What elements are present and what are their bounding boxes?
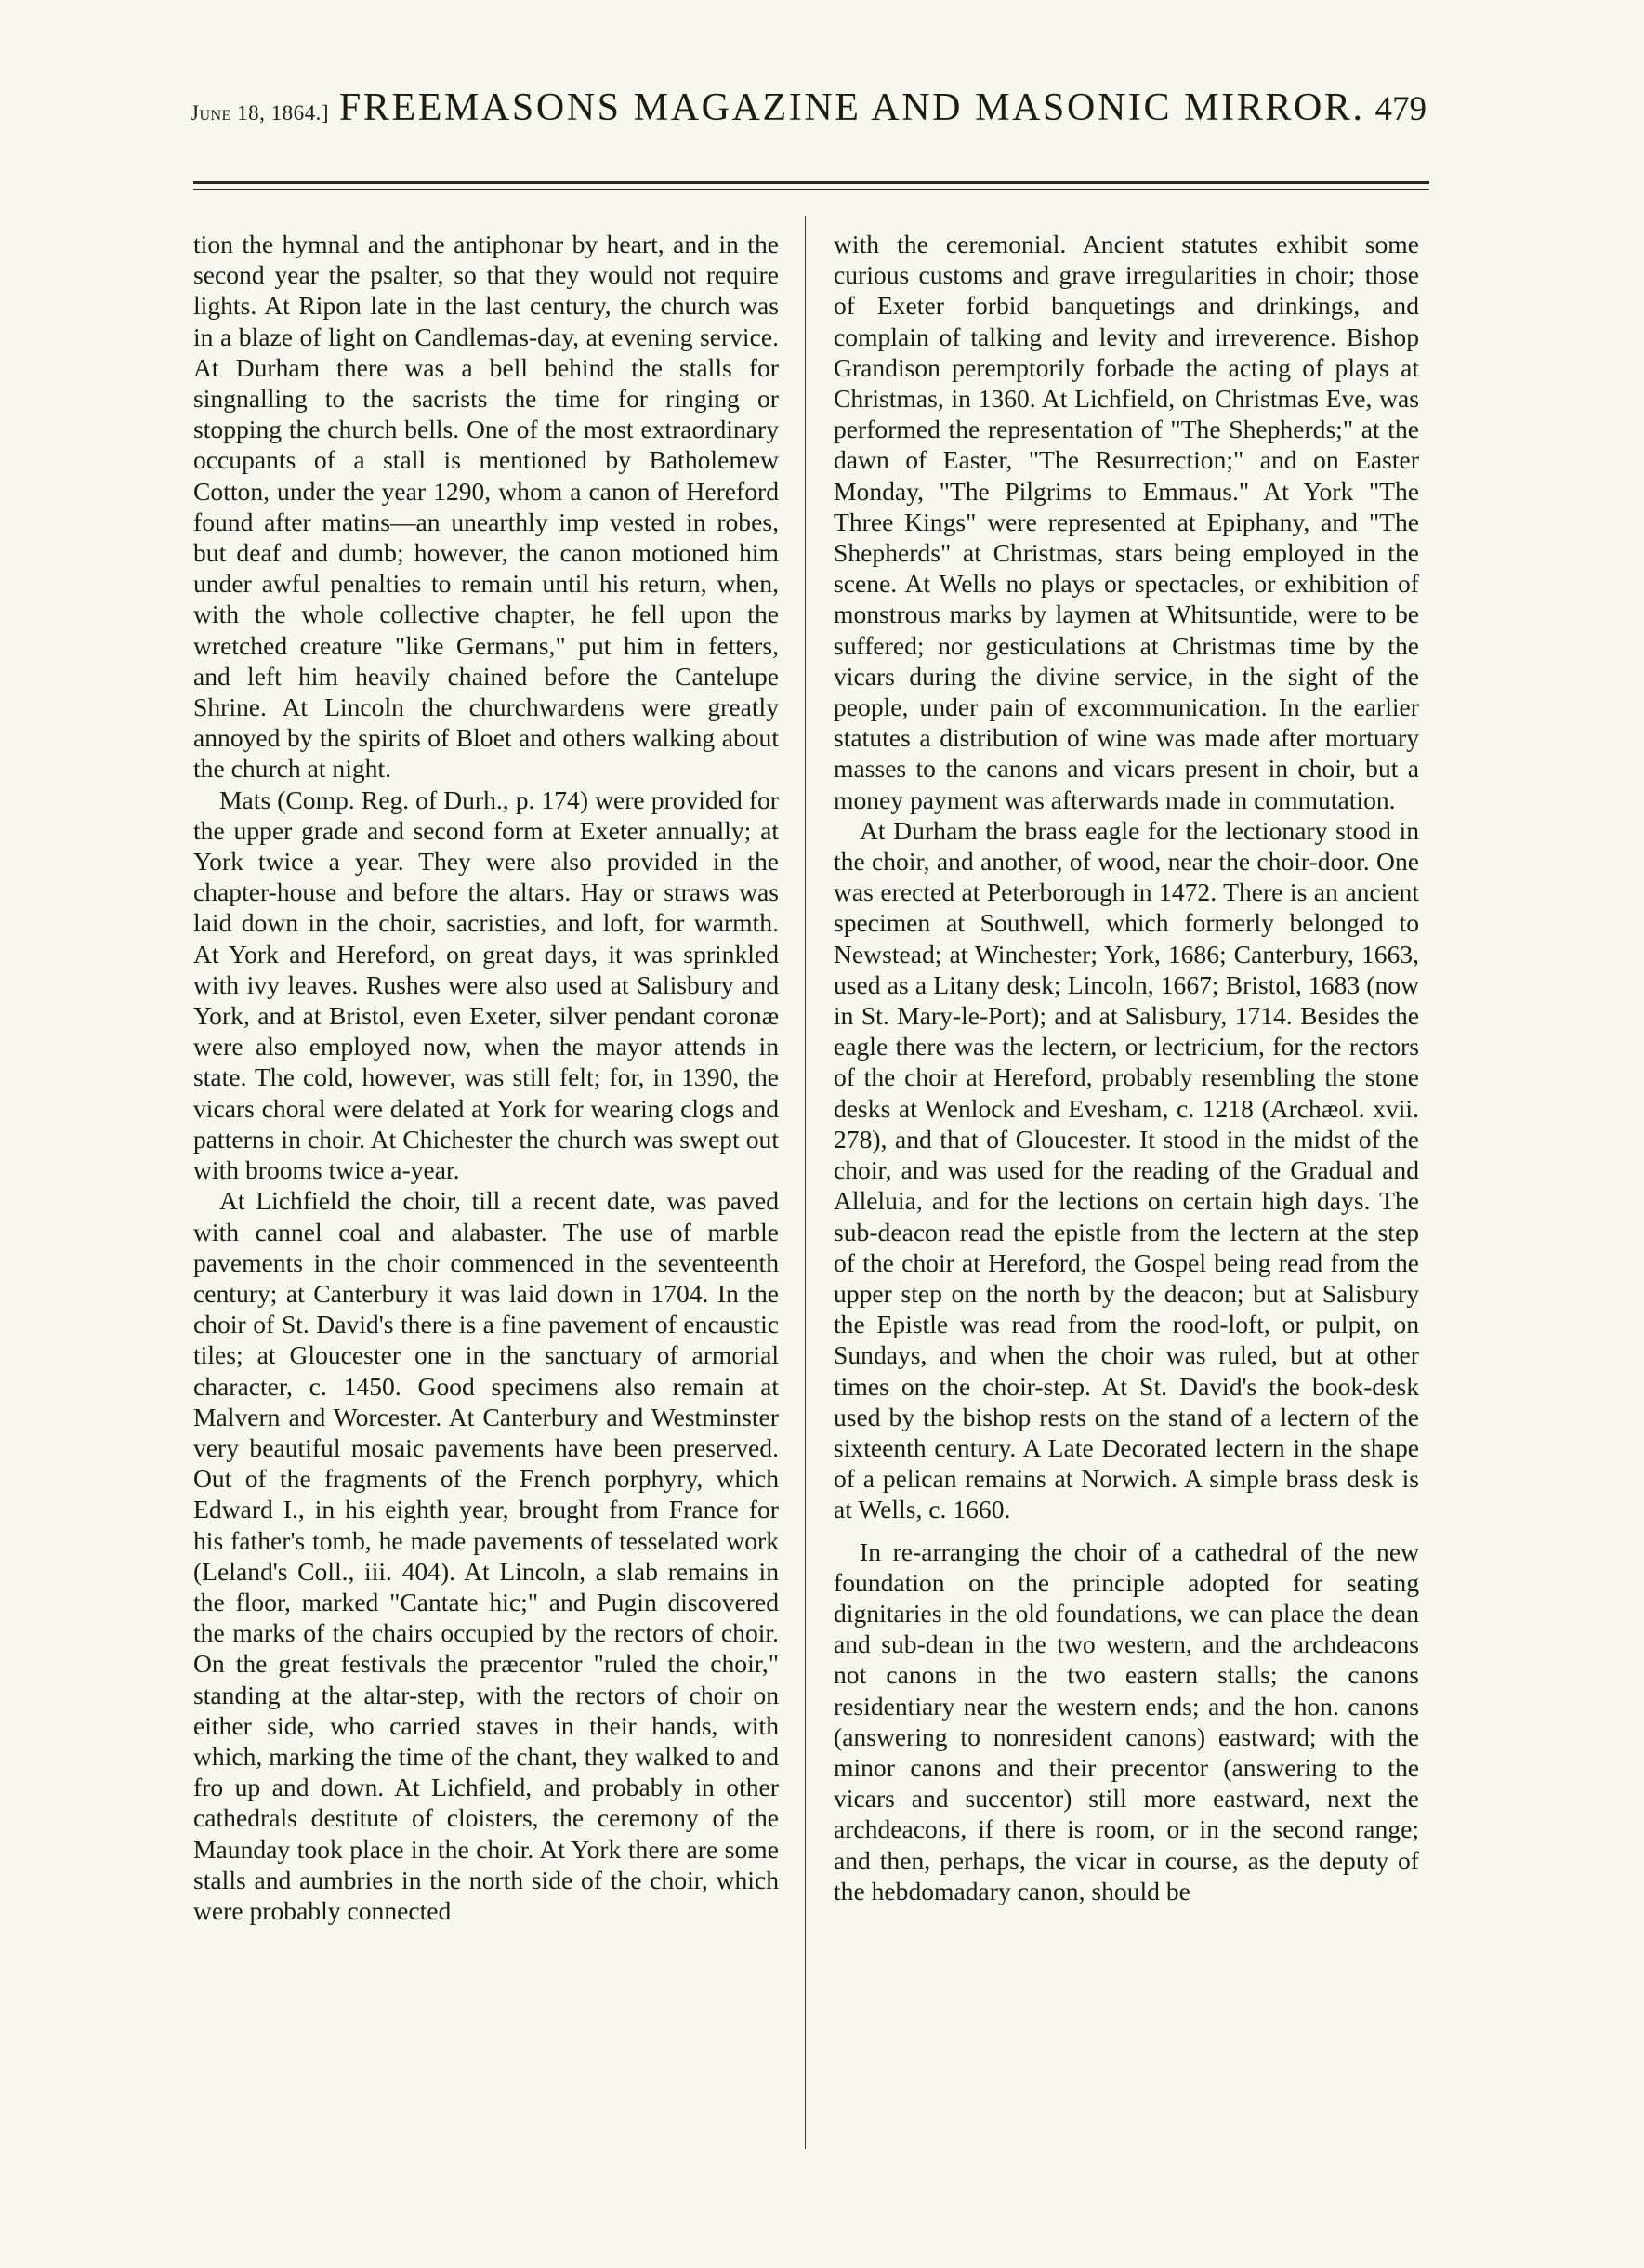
right-column bbox=[834, 229, 1419, 1906]
paragraph: At Durham the brass eagle for the lectionary stood in the choir, and another, of wood, near the choir-door. One was erected at Peterborough in 1472. There is an ancient specimen at Southwell, which formerly belonged to Newstead; at Winchester; York, 1686; Canterbury, 1663, used as a Litany desk; Lincoln, 1667; Bristol, 1683 (now in St. Mary-le-Port); and at Salisbury, 1714. Besides the eagle there was the lectern, or lectricium, for the rectors of the choir at Hereford, probably resembling the stone desks at Wenlock and Evesham, c. 1218 (Archæol. xvii. 278), and that of Gloucester. It stood in the midst of the choir, and was used for the reading of the Gradual and Alleluia, and for the lections on certain high days. The sub-deacon read the epistle from the lectern at the step of the choir at Hereford, the Gospel being read from the upper step on the north by the deacon; but at Salisbury the Epistle was read from the rood-loft, or pulpit, on Sundays, and when the choir was ruled, but at other times on the choir-step. At St. David's the book-desk used by the bishop rests on the stand of a lectern of the sixteenth century. A Late Decorated lectern in the shape of a pelican remains at Norwich. A simple brass desk is at Wells, c. 1660. bbox=[834, 815, 1419, 1524]
publication-title: FREEMASONS MAGAZINE AND MASONIC MIRROR. bbox=[338, 86, 1365, 129]
left-column bbox=[193, 229, 779, 1926]
page-number: 479 bbox=[1374, 90, 1427, 128]
issue-date: June 18, 1864.] bbox=[191, 101, 329, 125]
paragraph: In re-arranging the choir of a cathedral of the new foundation on the principle adopted for seating dignitaries in the old foundations, we can place the dean and sub-dean in the two western, and the archdeacons not canons in the two eastern stalls; the canons residentiary near the western ends; and the hon. canons (answering to nonresident canons) eastward; with the minor canons and their precentor (answering to the vicars and succentor) still more eastward, next the archdeacons, if there is room, or in the second range; and then, perhaps, the vicar in course, as the deputy of the hebdomadary canon, should be bbox=[834, 1536, 1419, 1905]
column-divider bbox=[805, 216, 806, 2149]
header-rule-thin bbox=[193, 189, 1429, 190]
paragraph: with the ceremonial. Ancient statutes exhibit some curious customs and grave irregularities in choir; those of Exeter forbid banquetings and drinkings, and complain of talking and levity and irreverence. Bishop Grandison peremptorily forbade the acting of plays at Christmas, in 1360. At Lichfield, on Christmas Eve, was performed the representation of "The Shepherds;" at the dawn of Easter, "The Resurrection;" and on Easter Monday, "The Pilgrims to Emmaus." At York "The Three Kings" were represented at Epiphany, and "The Shepherds" at Christmas, stars being employed in the scene. At Wells no plays or spectacles, or exhibition of monstrous marks by laymen at Whitsuntide, were to be suffered; nor gesticulations at Christmas time by the vicars during the divine service, in the sight of the people, under pain of excommunication. In the earlier statutes a distribution of wine was made after mortuary masses to the canons and vicars present in choir, but a money payment was afterwards made in commutation. bbox=[834, 230, 1419, 814]
paragraph: tion the hymnal and the antiphonar by heart, and in the second year the psalter, so that they would not require lights. At Ripon late in the last century, the church was in a blaze of light on Candlemas-day, at evening service. At Durham there was a bell behind the stalls for singnalling to the sacrists the time for ringing or stopping the church bells. One of the most extraordinary occupants of a stall is mentioned by Batholemew Cotton, under the year 1290, whom a canon of Hereford found after matins—an unearthly imp vested in robes, but deaf and dumb; however, the canon motioned him under awful penalties to remain until his return, when, with the whole collective chapter, he fell upon the wretched creature "like Germans," put him in fetters, and left him heavily chained before the Cantelupe Shrine. At Lincoln the churchwardens were greatly annoyed by the spirits of Bloet and others walking about the church at night. bbox=[193, 230, 779, 784]
paragraph: At Lichfield the choir, till a recent date, was paved with cannel coal and alabaster. The use of marble pavements in the choir commenced in the seventeenth century; at Canterbury it was laid down in 1704. In the choir of St. David's there is a fine pavement of encaustic tiles; at Gloucester one in the sanctuary of armorial character, c. 1450. Good specimens also remain at Malvern and Worcester. At Canterbury and Westminster very beautiful mosaic pavements have been preserved. Out of the fragments of the French porphyry, which Edward I., in his eighth year, brought from France for his father's tomb, he made pavements of tesselated work (Leland's Coll., iii. 404). At Lincoln, a slab remains in the floor, marked "Cantate hic;" and Pugin discovered the marks of the chairs occupied by the rectors of choir. On the great festivals the præcentor "ruled the choir," standing at the altar-step, with the rectors of choir on either side, who carried staves in their hands, with which, marking the time of the chant, they walked to and fro up and down. At Lichfield, and probably in other cathedrals destitute of cloisters, the ceremony of the Maunday took place in the choir. At York there are some stalls and aumbries in the north side of the choir, which were probably connected bbox=[193, 1186, 779, 1925]
paragraph: Mats (Comp. Reg. of Durh., p. 174) were provided for the upper grade and second form at Exeter annually; at York twice a year. They were also provided in the chapter-house and before the altars. Hay or straws was laid down in the choir, sacristies, and loft, for warmth. At York and Hereford, on great days, it was sprinkled with ivy leaves. Rushes were also used at Salisbury and York, and at Bristol, even Exeter, silver pendant coronæ were also employed now, when the mayor attends in state. The cold, however, was still felt; for, in 1390, the vicars choral were delated at York for wearing clogs and patterns in choir. At Chichester the church was swept out with brooms twice a-year. bbox=[193, 785, 779, 1185]
header-rule-thick bbox=[193, 181, 1429, 184]
page-header bbox=[191, 86, 1427, 160]
